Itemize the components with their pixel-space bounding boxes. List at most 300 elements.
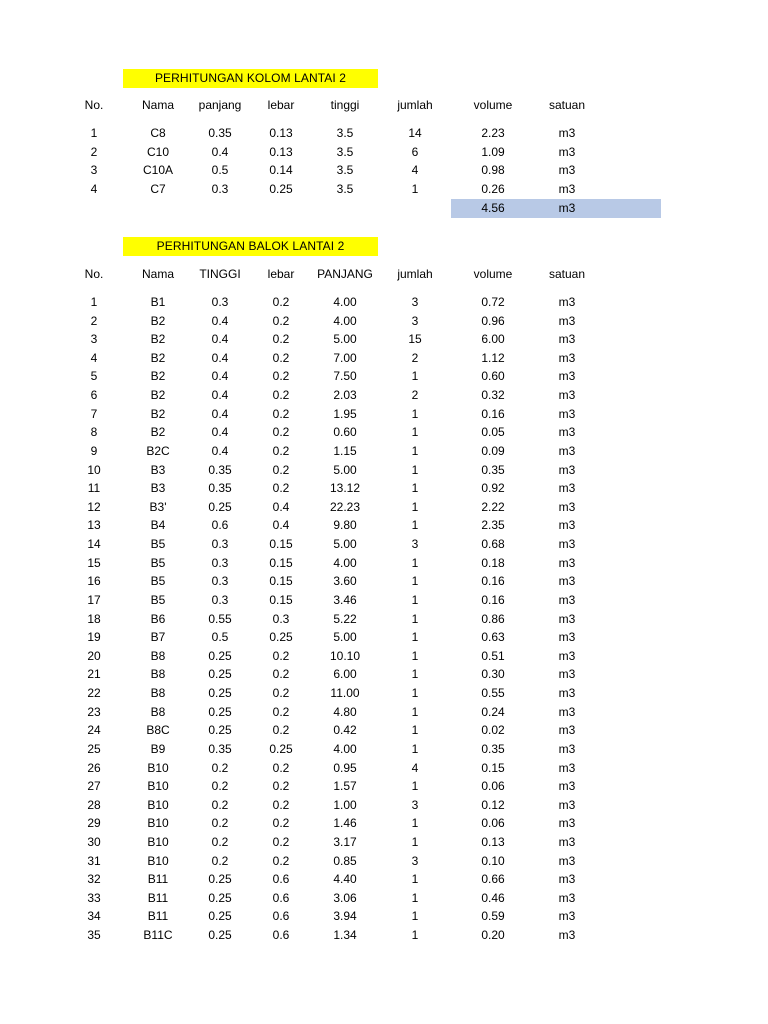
kolom-header-volume: volume	[473, 98, 513, 112]
table-cell-no: 29	[87, 816, 101, 831]
table-cell-volume: 0.51	[481, 648, 505, 663]
table-cell-panjang: 3.94	[333, 909, 357, 924]
table-cell-panjang: 3.17	[333, 834, 357, 849]
table-row	[0, 535, 768, 554]
table-cell-jumlah: 1	[411, 443, 419, 458]
table-cell-volume: 0.35	[481, 462, 505, 477]
table-cell-panjang: 4.00	[333, 295, 357, 309]
table-cell-satuan: m3	[558, 313, 576, 328]
table-cell-volume: 0.35	[481, 741, 505, 756]
table-cell-nama: B8	[150, 704, 166, 719]
table-cell-lebar: 0.6	[272, 872, 290, 887]
kolom-header-no: No.	[84, 98, 104, 112]
table-cell-no: 27	[87, 779, 101, 794]
table-cell-no: 6	[90, 388, 98, 403]
table-cell-panjang: 1.57	[333, 779, 357, 794]
table-cell-satuan: m3	[558, 369, 576, 384]
table-cell-tinggi: 0.3	[211, 574, 229, 589]
table-cell-volume: 0.59	[481, 909, 505, 924]
table-cell-tinggi: 0.2	[211, 760, 229, 775]
table-cell-nama: B2	[150, 425, 166, 440]
table-row	[0, 852, 768, 871]
table-cell-jumlah: 1	[411, 890, 419, 905]
table-cell-satuan: m3	[558, 853, 576, 868]
table-cell-no: 33	[87, 890, 101, 905]
table-cell-panjang: 4.00	[333, 313, 357, 328]
table-cell-volume: 0.20	[481, 928, 505, 943]
table-cell-satuan: m3	[558, 443, 576, 458]
table-cell-satuan: m3	[558, 928, 576, 943]
table-cell-nama: B10	[147, 760, 169, 775]
table-cell-satuan: m3	[558, 834, 576, 849]
table-cell-panjang: 5.22	[333, 611, 357, 626]
table-cell-volume: 2.23	[481, 126, 505, 140]
table-cell-jumlah: 3	[411, 313, 419, 328]
table-cell-nama: C8	[150, 126, 166, 140]
table-cell-nama: B8	[150, 667, 166, 682]
table-cell-panjang: 4.80	[333, 704, 357, 719]
table-cell-tinggi: 0.55	[208, 611, 232, 626]
table-cell-no: 26	[87, 760, 101, 775]
table-cell-lebar: 0.2	[272, 797, 290, 812]
table-cell-panjang: 3.60	[333, 574, 357, 589]
table-cell-lebar: 0.25	[269, 630, 293, 645]
table-row	[0, 684, 768, 703]
kolom-header-tinggi: tinggi	[330, 98, 360, 112]
balok-header-row	[0, 265, 768, 284]
balok-header-volume: volume	[473, 267, 513, 281]
table-cell-lebar: 0.3	[272, 611, 290, 626]
table-cell-panjang: 0.85	[333, 853, 357, 868]
table-cell-nama: B5	[150, 537, 166, 552]
table-cell-nama: B3'	[149, 499, 167, 514]
table-row	[0, 796, 768, 815]
table-cell-nama: B11	[147, 909, 169, 924]
table-cell-no: 31	[87, 853, 101, 868]
table-cell-volume: 0.05	[481, 425, 505, 440]
table-cell-panjang: 0.35	[208, 126, 232, 140]
table-cell-satuan: m3	[558, 144, 576, 159]
table-row	[0, 759, 768, 778]
table-row	[0, 740, 768, 759]
table-cell-panjang: 1.00	[333, 797, 357, 812]
table-cell-no: 20	[87, 648, 101, 663]
table-cell-lebar: 0.14	[269, 163, 293, 178]
table-cell-panjang: 0.95	[333, 760, 357, 775]
table-cell-no: 5	[90, 369, 98, 384]
table-cell-jumlah: 1	[411, 816, 419, 831]
kolom-header-lebar: lebar	[267, 98, 295, 112]
table-cell-nama: B10	[147, 779, 169, 794]
table-cell-jumlah: 1	[411, 723, 419, 738]
table-cell-jumlah: 4	[411, 163, 419, 178]
table-cell-satuan: m3	[558, 388, 576, 403]
table-cell-nama: B1	[150, 295, 166, 309]
table-cell-satuan: m3	[558, 126, 576, 140]
table-cell-volume: 0.06	[481, 816, 505, 831]
table-cell-lebar: 0.2	[272, 425, 290, 440]
table-cell-tinggi: 0.25	[208, 909, 232, 924]
table-cell-jumlah: 15	[408, 332, 422, 347]
table-cell-nama: B8C	[146, 723, 170, 738]
balok-header-panjang: PANJANG	[317, 267, 373, 281]
table-cell-satuan: m3	[558, 816, 576, 831]
table-cell-panjang: 3.06	[333, 890, 357, 905]
table-row	[0, 591, 768, 610]
table-cell-satuan: m3	[558, 518, 576, 533]
table-row	[0, 180, 768, 199]
table-cell-tinggi: 0.4	[211, 443, 229, 458]
balok-header-satuan: satuan	[548, 267, 586, 281]
table-row	[0, 442, 768, 461]
table-cell-lebar: 0.2	[272, 816, 290, 831]
balok-header-no: No.	[84, 267, 104, 281]
table-cell-volume: 0.26	[481, 181, 505, 196]
table-cell-volume: 0.18	[481, 555, 505, 570]
table-row	[0, 907, 768, 926]
table-cell-volume: 0.55	[481, 686, 505, 701]
table-cell-lebar: 0.2	[272, 332, 290, 347]
table-cell-tinggi: 0.25	[208, 890, 232, 905]
table-cell-volume: 0.15	[481, 760, 505, 775]
table-cell-no: 32	[87, 872, 101, 887]
kolom-title: PERHITUNGAN KOLOM LANTAI 2	[123, 69, 378, 88]
table-cell-jumlah: 1	[411, 667, 419, 682]
table-cell-volume: 0.24	[481, 704, 505, 719]
table-cell-tinggi: 0.25	[208, 499, 232, 514]
table-cell-volume: 0.46	[481, 890, 505, 905]
table-cell-nama: C7	[150, 181, 166, 196]
table-cell-jumlah: 1	[411, 499, 419, 514]
table-cell-nama: B2	[150, 369, 166, 384]
table-cell-volume: 2.35	[481, 518, 505, 533]
table-row	[0, 349, 768, 368]
table-cell-nama: B3	[150, 481, 166, 496]
table-cell-volume: 2.22	[481, 499, 505, 514]
table-cell-volume: 0.32	[481, 388, 505, 403]
table-cell-volume: 0.66	[481, 872, 505, 887]
table-cell-lebar: 0.2	[272, 760, 290, 775]
table-cell-no: 18	[87, 611, 101, 626]
kolom-total-row	[0, 199, 768, 218]
table-row	[0, 572, 768, 591]
table-cell-panjang: 0.4	[211, 144, 229, 159]
table-cell-volume: 0.68	[481, 537, 505, 552]
table-row	[0, 516, 768, 535]
table-cell-volume: 1.09	[481, 144, 505, 159]
table-row	[0, 461, 768, 480]
table-cell-lebar: 0.2	[272, 834, 290, 849]
table-cell-tinggi: 0.25	[208, 667, 232, 682]
table-cell-jumlah: 1	[411, 181, 419, 196]
table-cell-panjang: 5.00	[333, 630, 357, 645]
table-cell-lebar: 0.25	[269, 741, 293, 756]
table-cell-panjang: 4.00	[333, 741, 357, 756]
table-cell-lebar: 0.2	[272, 779, 290, 794]
table-cell-satuan: m3	[558, 648, 576, 663]
table-row	[0, 703, 768, 722]
table-cell-satuan: m3	[558, 163, 576, 178]
table-cell-no: 24	[87, 723, 101, 738]
table-cell-volume: 0.16	[481, 406, 505, 421]
table-cell-no: 30	[87, 834, 101, 849]
table-cell-tinggi: 0.35	[208, 462, 232, 477]
table-cell-panjang: 10.10	[329, 648, 361, 663]
table-cell-jumlah: 4	[411, 760, 419, 775]
table-cell-tinggi: 0.4	[211, 350, 229, 365]
table-cell-no: 19	[87, 630, 101, 645]
table-cell-no: 2	[90, 144, 98, 159]
table-cell-no: 11	[87, 481, 101, 496]
table-cell-lebar: 0.2	[272, 723, 290, 738]
table-cell-nama: B3	[150, 462, 166, 477]
table-cell-lebar: 0.2	[272, 686, 290, 701]
table-cell-tinggi: 0.2	[211, 779, 229, 794]
table-cell-tinggi: 0.4	[211, 332, 229, 347]
table-row	[0, 628, 768, 647]
table-cell-panjang: 5.00	[333, 537, 357, 552]
table-cell-lebar: 0.6	[272, 909, 290, 924]
table-cell-lebar: 0.25	[269, 181, 293, 196]
table-cell-lebar: 0.2	[272, 648, 290, 663]
table-cell-panjang: 4.00	[333, 555, 357, 570]
table-cell-volume: 6.00	[481, 332, 505, 347]
table-cell-nama: B10	[147, 853, 169, 868]
table-cell-tinggi: 0.25	[208, 872, 232, 887]
table-cell-satuan: m3	[558, 332, 576, 347]
table-row	[0, 330, 768, 349]
table-cell-nama: B4	[150, 518, 166, 533]
table-row	[0, 405, 768, 424]
table-cell-jumlah: 1	[411, 406, 419, 421]
table-cell-tinggi: 0.25	[208, 704, 232, 719]
table-row	[0, 498, 768, 517]
table-cell-satuan: m3	[558, 890, 576, 905]
table-cell-nama: B8	[150, 648, 166, 663]
table-cell-panjang: 7.50	[333, 369, 357, 384]
table-cell-jumlah: 1	[411, 928, 419, 943]
table-cell-no: 34	[87, 909, 101, 924]
kolom-header-nama: Nama	[141, 98, 174, 112]
table-row	[0, 665, 768, 684]
table-cell-satuan: m3	[558, 537, 576, 552]
table-cell-jumlah: 14	[408, 126, 422, 140]
table-cell-volume: 0.13	[481, 834, 505, 849]
table-row	[0, 554, 768, 573]
table-cell-nama: B11	[147, 872, 169, 887]
table-cell-no: 14	[87, 537, 101, 552]
table-cell-volume: 0.63	[481, 630, 505, 645]
table-cell-lebar: 0.2	[272, 388, 290, 403]
table-cell-jumlah: 1	[411, 648, 419, 663]
table-cell-nama: B10	[147, 816, 169, 831]
table-cell-no: 15	[87, 555, 101, 570]
table-row	[0, 367, 768, 386]
table-cell-tinggi: 0.25	[208, 648, 232, 663]
table-cell-satuan: m3	[558, 406, 576, 421]
table-cell-tinggi: 0.3	[211, 537, 229, 552]
table-cell-tinggi: 3.5	[336, 181, 354, 196]
table-cell-no: 35	[87, 928, 101, 943]
table-cell-lebar: 0.15	[269, 592, 293, 607]
table-cell-jumlah: 1	[411, 834, 419, 849]
table-cell-lebar: 0.2	[272, 369, 290, 384]
table-cell-tinggi: 0.2	[211, 816, 229, 831]
table-cell-no: 1	[90, 295, 98, 309]
table-row	[0, 721, 768, 740]
table-cell-lebar: 0.2	[272, 704, 290, 719]
table-cell-no: 16	[87, 574, 101, 589]
table-cell-jumlah: 1	[411, 574, 419, 589]
table-cell-panjang: 4.40	[333, 872, 357, 887]
table-cell-panjang: 1.95	[333, 406, 357, 421]
table-cell-tinggi: 0.4	[211, 406, 229, 421]
table-row	[0, 777, 768, 796]
table-cell-satuan: m3	[558, 872, 576, 887]
table-cell-tinggi: 0.4	[211, 313, 229, 328]
table-cell-panjang: 0.60	[333, 425, 357, 440]
table-cell-tinggi: 3.5	[336, 126, 354, 140]
table-cell-lebar: 0.2	[272, 295, 290, 309]
table-row	[0, 926, 768, 945]
table-cell-tinggi: 0.3	[211, 555, 229, 570]
table-cell-satuan: m3	[558, 462, 576, 477]
table-cell-nama: B5	[150, 555, 166, 570]
table-cell-satuan: m3	[558, 760, 576, 775]
table-cell-panjang: 0.5	[211, 163, 229, 178]
table-cell-nama: B10	[147, 834, 169, 849]
table-cell-satuan: m3	[558, 667, 576, 682]
table-cell-nama: C10	[146, 144, 169, 159]
table-cell-satuan: m3	[558, 574, 576, 589]
table-cell-jumlah: 3	[411, 295, 419, 309]
table-cell-jumlah: 1	[411, 518, 419, 533]
table-cell-tinggi: 0.35	[208, 481, 232, 496]
table-cell-tinggi: 0.5	[211, 630, 229, 645]
table-cell-lebar: 0.6	[272, 928, 290, 943]
table-cell-jumlah: 1	[411, 425, 419, 440]
table-cell-volume: 0.30	[481, 667, 505, 682]
table-cell-nama: B11	[147, 890, 169, 905]
table-cell-satuan: m3	[558, 630, 576, 645]
table-cell-satuan: m3	[558, 425, 576, 440]
table-cell-tinggi: 0.4	[211, 425, 229, 440]
table-cell-panjang: 3.46	[333, 592, 357, 607]
table-cell-tinggi: 0.35	[208, 741, 232, 756]
table-cell-nama: B7	[150, 630, 166, 645]
table-cell-jumlah: 1	[411, 481, 419, 496]
table-cell-volume: 0.72	[481, 295, 505, 309]
table-cell-nama: B8	[150, 686, 166, 701]
table-cell-satuan: m3	[558, 704, 576, 719]
table-cell-no: 23	[87, 704, 101, 719]
table-cell-nama: B5	[150, 574, 166, 589]
table-cell-tinggi: 0.25	[208, 686, 232, 701]
table-cell-satuan: m3	[558, 797, 576, 812]
balok-header-jumlah: jumlah	[397, 267, 433, 281]
table-cell-no: 13	[87, 518, 101, 533]
table-cell-nama: B9	[150, 741, 166, 756]
table-cell-lebar: 0.2	[272, 406, 290, 421]
table-cell-lebar: 0.4	[272, 518, 290, 533]
table-cell-tinggi: 0.3	[211, 592, 229, 607]
table-cell-tinggi: 0.2	[211, 834, 229, 849]
table-cell-jumlah: 1	[411, 779, 419, 794]
table-row	[0, 124, 768, 143]
table-cell-tinggi: 0.2	[211, 797, 229, 812]
table-cell-volume: 0.86	[481, 611, 505, 626]
table-cell-volume: 0.12	[481, 797, 505, 812]
balok-header-lebar: lebar	[267, 267, 295, 281]
kolom-header-panjang: panjang	[198, 98, 242, 112]
table-row	[0, 423, 768, 442]
kolom-header-satuan: satuan	[548, 98, 586, 112]
table-cell-no: 17	[87, 592, 101, 607]
table-cell-jumlah: 1	[411, 704, 419, 719]
table-cell-satuan: m3	[558, 499, 576, 514]
table-row	[0, 647, 768, 666]
table-cell-panjang: 9.80	[333, 518, 357, 533]
table-cell-volume: 0.10	[481, 853, 505, 868]
table-cell-nama: B2	[150, 350, 166, 365]
table-cell-tinggi: 0.3	[211, 295, 229, 309]
table-cell-satuan: m3	[558, 481, 576, 496]
table-row	[0, 312, 768, 331]
table-cell-lebar: 0.13	[269, 126, 293, 140]
table-cell-no: 4	[90, 181, 98, 196]
table-row	[0, 386, 768, 405]
table-cell-satuan: m3	[558, 295, 576, 309]
table-cell-lebar: 0.15	[269, 537, 293, 552]
kolom-total-volume: 4.56	[481, 201, 505, 215]
table-cell-jumlah: 2	[411, 350, 419, 365]
table-row	[0, 833, 768, 852]
table-cell-lebar: 0.13	[269, 144, 293, 159]
table-cell-jumlah: 1	[411, 909, 419, 924]
table-cell-nama: C10A	[142, 163, 174, 178]
table-cell-no: 28	[87, 797, 101, 812]
table-row	[0, 814, 768, 833]
table-cell-volume: 0.16	[481, 574, 505, 589]
table-cell-lebar: 0.6	[272, 890, 290, 905]
table-cell-satuan: m3	[558, 181, 576, 196]
table-cell-no: 22	[87, 686, 101, 701]
table-cell-tinggi: 0.25	[208, 723, 232, 738]
table-cell-no: 21	[87, 667, 101, 682]
table-cell-nama: B2	[150, 406, 166, 421]
table-cell-nama: B6	[150, 611, 166, 626]
table-cell-jumlah: 6	[411, 144, 419, 159]
table-cell-panjang: 6.00	[333, 667, 357, 682]
table-cell-nama: B2	[150, 332, 166, 347]
table-cell-no: 2	[90, 313, 98, 328]
table-cell-jumlah: 3	[411, 797, 419, 812]
table-cell-nama: B10	[147, 797, 169, 812]
table-cell-no: 3	[90, 332, 98, 347]
table-cell-panjang: 1.15	[333, 443, 357, 458]
table-cell-lebar: 0.15	[269, 555, 293, 570]
kolom-total-satuan: m3	[558, 201, 576, 215]
table-cell-satuan: m3	[558, 592, 576, 607]
table-row	[0, 889, 768, 908]
table-cell-jumlah: 1	[411, 686, 419, 701]
table-cell-jumlah: 1	[411, 462, 419, 477]
table-cell-jumlah: 1	[411, 872, 419, 887]
table-cell-satuan: m3	[558, 350, 576, 365]
table-row	[0, 161, 768, 180]
table-cell-no: 7	[90, 406, 98, 421]
table-cell-volume: 0.02	[481, 723, 505, 738]
